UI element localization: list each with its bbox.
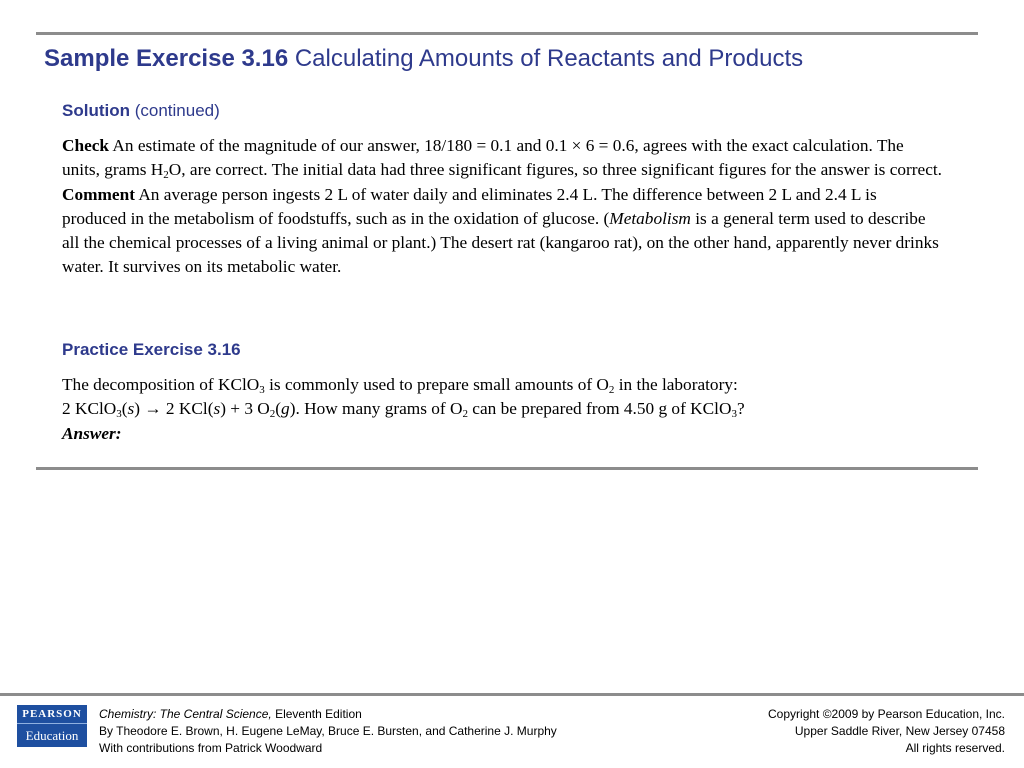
- solution-body: [62, 134, 942, 280]
- comment-term: Metabolism: [609, 208, 691, 228]
- book-authors: By Theodore E. Brown, H. Eugene LeMay, Bruce E. Bursten, and Catherine J. Murphy: [99, 724, 557, 738]
- equation-text: (: [275, 399, 282, 419]
- content-divider: [36, 467, 978, 470]
- practice-body: [62, 373, 942, 446]
- practice-heading: [62, 340, 241, 360]
- copyright-line: Copyright ©2009 by Pearson Education, Inc.: [768, 707, 1005, 721]
- logo-text-top: PEARSON: [17, 705, 87, 724]
- check-text-b: O, are correct. The initial data had three significant figures, so three significant figures for the answer is correct.: [168, 160, 942, 180]
- equation-text: ) → 2 KCl(: [134, 399, 214, 419]
- rights-line: All rights reserved.: [905, 741, 1005, 755]
- practice-text: is commonly used to prepare small amounts of O: [269, 375, 609, 394]
- book-citation: [99, 706, 557, 757]
- footer-divider: [0, 693, 1024, 696]
- solution-label: Solution: [62, 101, 130, 120]
- solution-heading: [62, 101, 220, 121]
- book-title: Chemistry: The Central Science,: [99, 707, 272, 721]
- check-text-a: An estimate of the magnitude of our answer, 18/180 = 0.1 and 0.1 × 6 = 0.6, agrees with the exact calculation. The units, grams H: [62, 136, 904, 180]
- book-title-line: [99, 706, 557, 723]
- book-edition: Eleventh Edition: [275, 707, 362, 721]
- title-exercise-number: Sample Exercise 3.16: [44, 45, 289, 72]
- equation-subscript: 3: [731, 408, 737, 421]
- practice-text: in the laboratory:: [618, 375, 738, 394]
- check-paragraph: [62, 134, 942, 183]
- answer-line: [62, 422, 942, 446]
- check-label: Check: [62, 136, 110, 155]
- copyright-block: [768, 706, 1005, 757]
- equation-text: ?: [736, 399, 745, 419]
- comment-paragraph: [62, 183, 942, 280]
- slide-title: [44, 45, 803, 73]
- comment-text-a: An average person ingests 2 L of water daily and eliminates 2.4 L. The difference between 2 L and 2.4 L is produced in the metabolism of foodstuffs, such as in the oxidation of glucose. (: [62, 184, 877, 228]
- answer-label: Answer:: [62, 423, 122, 443]
- equation-text: (: [121, 399, 128, 419]
- comment-text-b: is a general term used to describe all the chemical processes of a living animal or plant.) The desert rat (kangaroo rat), on the other hand, apparently never drinks water. It survives on its metabolic water.: [62, 208, 939, 277]
- equation-state: s: [127, 399, 135, 419]
- comment-label: Comment: [62, 184, 135, 204]
- practice-line-1: [62, 373, 942, 397]
- equation-state: s: [213, 399, 221, 419]
- equation-subscript: 2: [269, 408, 276, 421]
- equation-subscript: 2: [462, 408, 468, 421]
- check-subscript: 2: [163, 169, 169, 182]
- book-contributions: With contributions from Patrick Woodward: [99, 741, 323, 755]
- practice-subscript: 2: [608, 384, 615, 396]
- equation-state: g: [281, 399, 290, 419]
- top-divider: [36, 32, 978, 35]
- practice-heading-text: Practice Exercise 3.16: [62, 340, 241, 359]
- publisher-address: Upper Saddle River, New Jersey 07458: [794, 724, 1005, 738]
- title-topic: Calculating Amounts of Reactants and Products: [294, 45, 804, 72]
- practice-line-2: [62, 397, 942, 421]
- equation-text: ). How many grams of O: [289, 399, 463, 419]
- pearson-logo: [17, 705, 87, 747]
- logo-text-bottom: Education: [25, 728, 79, 743]
- practice-text: The decomposition of KClO: [62, 375, 260, 394]
- solution-continued: (continued): [134, 101, 220, 120]
- equation-text: can be prepared from 4.50 g of KClO: [472, 399, 732, 419]
- equation-subscript: 3: [116, 408, 122, 421]
- equation-text: ) + 3 O: [220, 399, 270, 419]
- practice-subscript: 3: [259, 384, 265, 396]
- equation-text: 2 KClO: [62, 399, 117, 419]
